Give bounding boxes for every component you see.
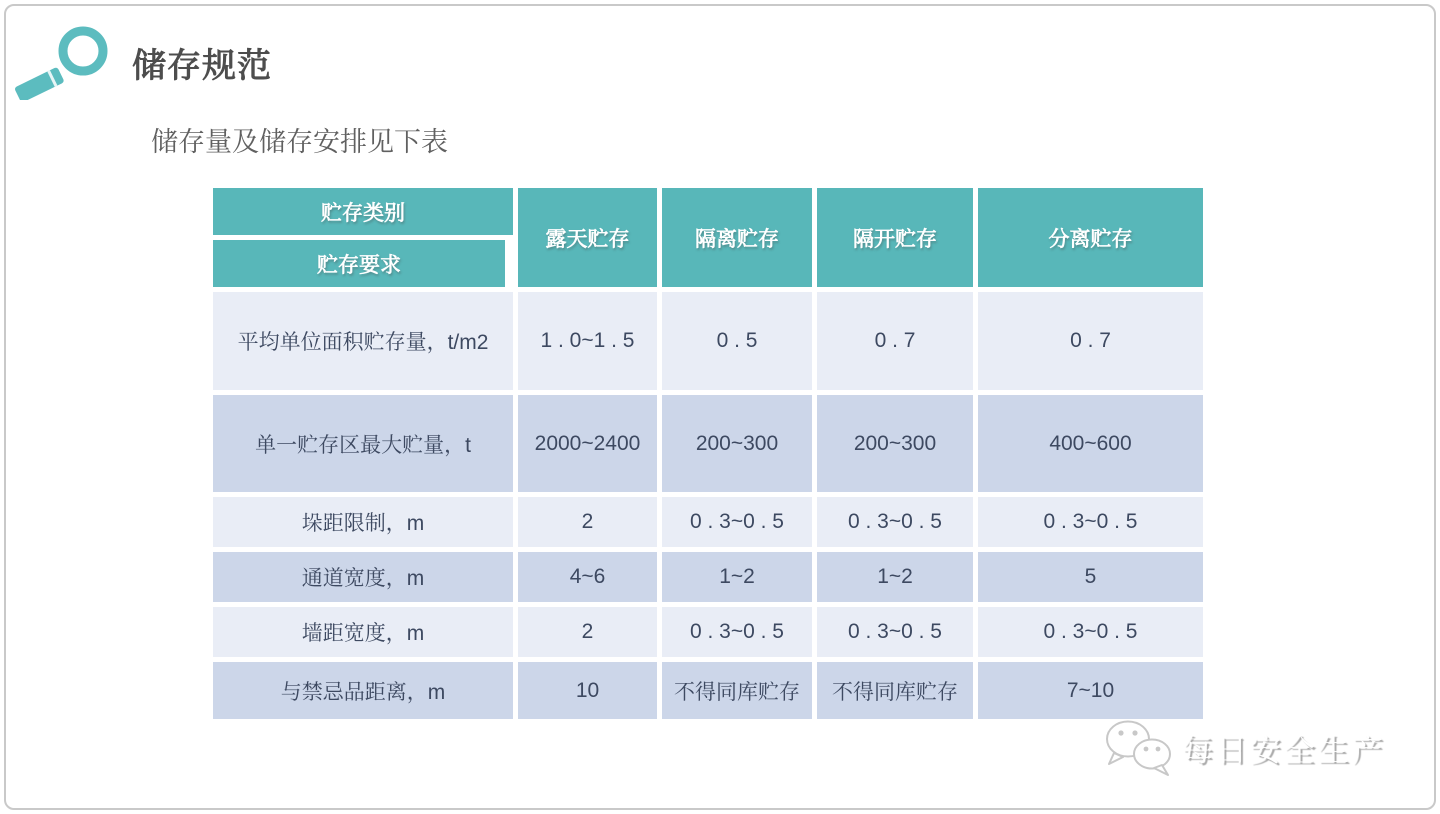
row-label: 通道宽度，m — [213, 552, 513, 602]
table-cell: 0 . 3~0 . 5 — [662, 607, 812, 657]
table-cell: 1 . 0~1 . 5 — [518, 292, 657, 390]
column-header-separated: 隔开贮存 — [817, 188, 973, 287]
table-cell: 5 — [978, 552, 1203, 602]
table-cell: 1~2 — [662, 552, 812, 602]
table-cell: 0 . 3~0 . 5 — [817, 607, 973, 657]
table-cell: 1~2 — [817, 552, 973, 602]
watermark-text: 每日安全生产 — [1182, 732, 1386, 768]
table-corner-cell — [213, 188, 513, 287]
table-cell: 2 — [518, 607, 657, 657]
table-cell: 200~300 — [662, 395, 812, 492]
corner-top-label: 贮存类别 — [213, 188, 513, 235]
row-label: 平均单位面积贮存量，t/m2 — [213, 292, 513, 390]
magnifier-icon — [10, 24, 116, 100]
column-header-isolated: 隔离贮存 — [662, 188, 812, 287]
column-header-detached: 分离贮存 — [978, 188, 1203, 287]
row-label: 与禁忌品距离，m — [213, 662, 513, 719]
column-header-open-air: 露天贮存 — [518, 188, 657, 287]
row-label: 垛距限制，m — [213, 497, 513, 547]
table-cell: 4~6 — [518, 552, 657, 602]
table-cell: 400~600 — [978, 395, 1203, 492]
page-subtitle: 储存量及储存安排见下表 — [151, 127, 448, 157]
page-title: 储存规范 — [132, 47, 272, 85]
table-cell: 0 . 3~0 . 5 — [662, 497, 812, 547]
table-cell: 0 . 7 — [817, 292, 973, 390]
table-cell: 2000~2400 — [518, 395, 657, 492]
table-cell: 2 — [518, 497, 657, 547]
watermark — [1098, 712, 1418, 782]
table-cell: 10 — [518, 662, 657, 719]
table-cell: 0 . 3~0 . 5 — [978, 607, 1203, 657]
row-label: 单一贮存区最大贮量，t — [213, 395, 513, 492]
table-cell: 7~10 — [978, 662, 1203, 719]
row-label: 墙距宽度，m — [213, 607, 513, 657]
wechat-icon — [1098, 716, 1182, 778]
table-cell: 0 . 3~0 . 5 — [978, 497, 1203, 547]
table-cell: 0 . 3~0 . 5 — [817, 497, 973, 547]
storage-table — [213, 188, 1203, 719]
table-cell: 200~300 — [817, 395, 973, 492]
table-cell: 不得同库贮存 — [817, 662, 973, 719]
table-cell: 不得同库贮存 — [662, 662, 812, 719]
corner-bottom-label: 贮存要求 — [213, 240, 505, 287]
table-cell: 0 . 5 — [662, 292, 812, 390]
table-cell: 0 . 7 — [978, 292, 1203, 390]
